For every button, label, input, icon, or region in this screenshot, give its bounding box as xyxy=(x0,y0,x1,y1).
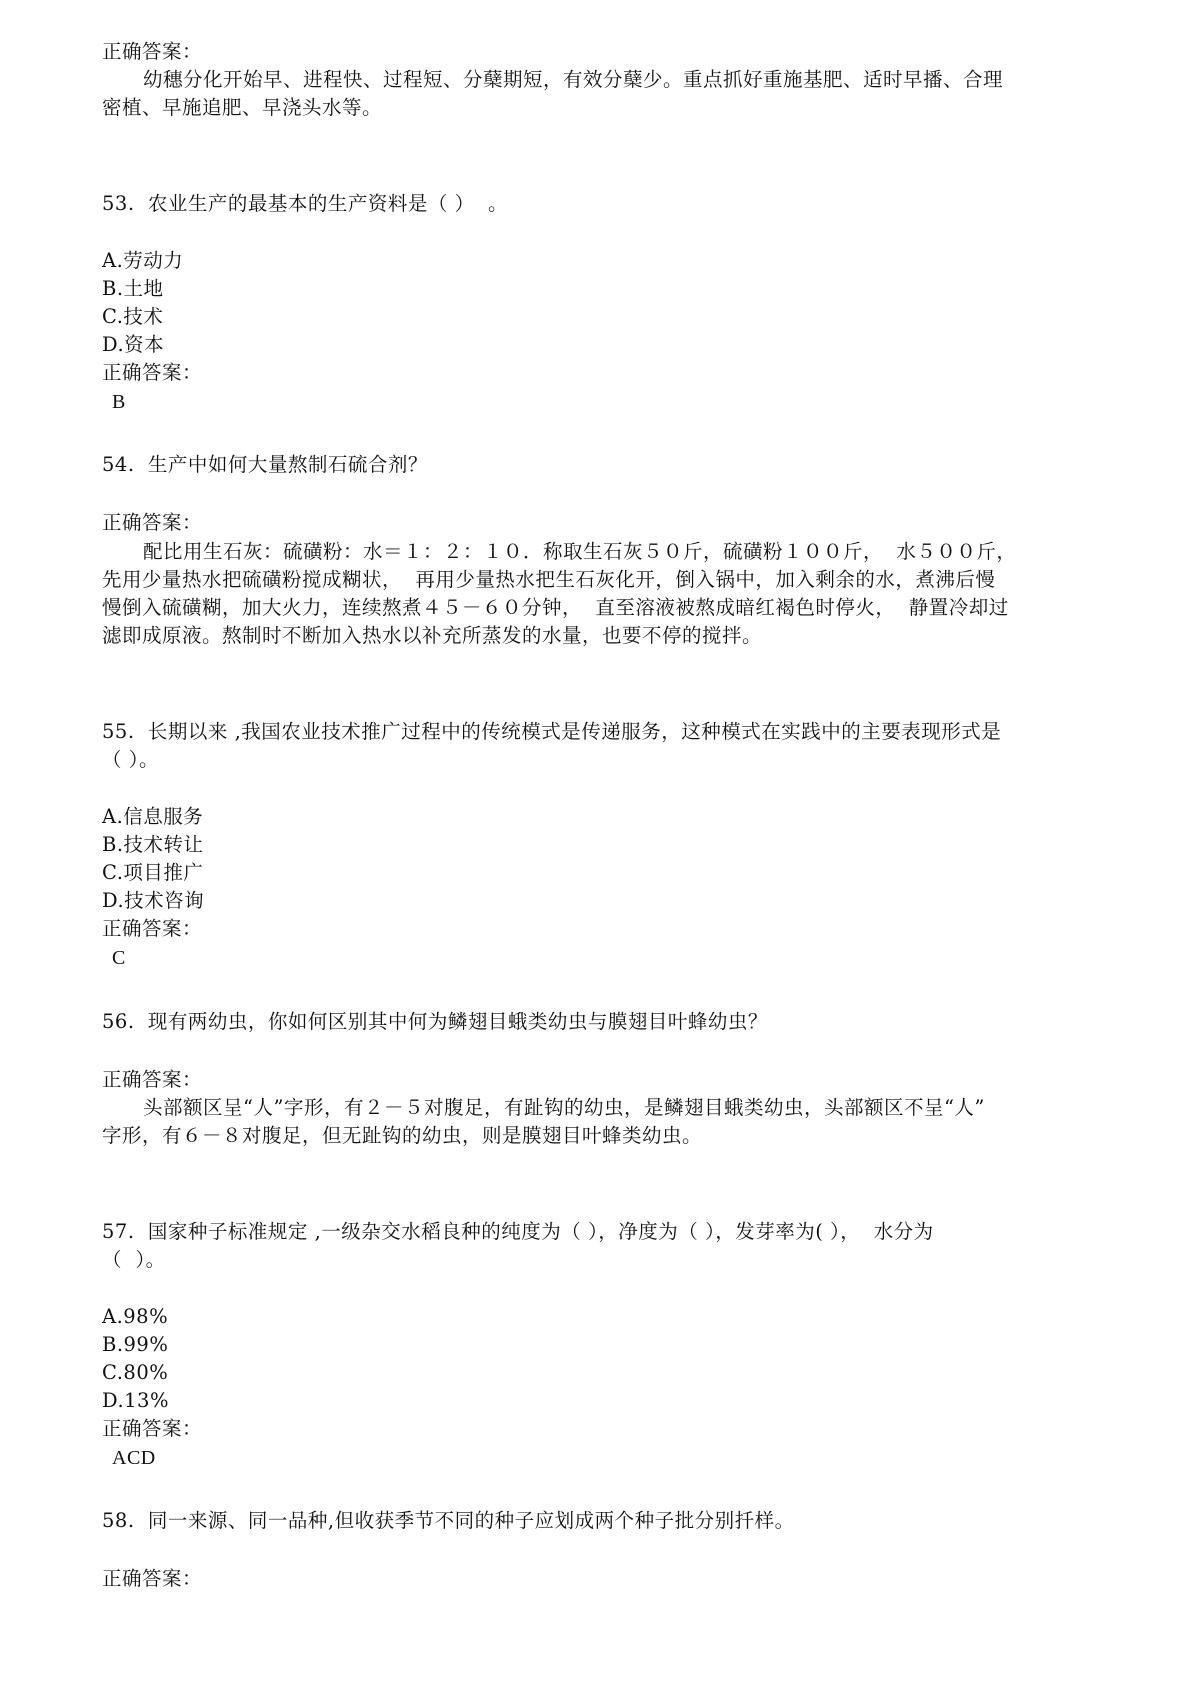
answer-text-line: 密植、早施追肥、早浇头水等。 xyxy=(102,96,383,119)
answer-label: 正确答案： xyxy=(102,1068,203,1091)
answer-text-line: 滤即成原液。熬制时不断加入热水以补充所蒸发的水量，也要不停的搅拌。 xyxy=(102,624,763,647)
answer-label: 正确答案： xyxy=(102,917,203,940)
question-57-cont: （ ）。 xyxy=(102,1248,166,1271)
answer-text-line: 字形，有６－８对腹足，但无趾钩的幼虫，则是膜翅目叶蜂类幼虫。 xyxy=(102,1124,703,1147)
answer-text-line: 配比用生石灰：硫磺粉：水＝１：２：１０．称取生石灰５０斤，硫磺粉１００斤， 水５００斤， xyxy=(143,540,1017,563)
option-b: B.土地 xyxy=(102,277,164,300)
question-58: 58. 同一来源、同一品种,但收获季节不同的种子应划成两个种子批分别扦样。 xyxy=(102,1509,795,1532)
option-d: D.资本 xyxy=(102,333,165,356)
option-c: C.技术 xyxy=(102,305,164,328)
answer-label: 正确答案： xyxy=(102,40,203,63)
answer-text-line: 慢倒入硫磺糊，加大火力，连续熬煮４５－６０分钟， 直至溶液被熬成暗红褐色时停火， 静置冷却过 xyxy=(102,596,1009,619)
question-54: 54. 生产中如何大量熬制石硫合剂？ xyxy=(102,453,428,476)
question-55-cont: （ ）。 xyxy=(102,748,159,771)
question-55: 55. 长期以来 ,我国农业技术推广过程中的传统模式是传递服务，这种模式在实践中的主要表现形式是 xyxy=(102,720,1002,743)
answer-label: 正确答案： xyxy=(102,511,203,534)
answer-value: C xyxy=(112,947,126,969)
answer-text-line: 幼穗分化开始早、进程快、过程短、分蘖期短，有效分蘖少。重点抓好重施基肥、适时早播、合理 xyxy=(143,68,1004,91)
option-c: C.项目推广 xyxy=(102,861,204,884)
answer-text-line: 先用少量热水把硫磺粉搅成糊状， 再用少量热水把生石灰化开，倒入锅中，加入剩余的水，煮沸后慢 xyxy=(102,568,996,591)
answer-text-line: 头部额区呈“人”字形，有２－５对腹足，有趾钩的幼虫，是鳞翅目蛾类幼虫，头部额区不呈“人” xyxy=(143,1096,985,1119)
answer-label: 正确答案： xyxy=(102,361,203,384)
option-b: B.99% xyxy=(102,1333,169,1356)
option-d: D.技术咨询 xyxy=(102,889,205,912)
option-a: A.劳动力 xyxy=(102,249,184,272)
option-a: A.98% xyxy=(102,1305,169,1328)
option-b: B.技术转让 xyxy=(102,833,204,856)
answer-label: 正确答案： xyxy=(102,1567,203,1590)
answer-value: B xyxy=(112,391,126,413)
question-53: 53. 农业生产的最基本的生产资料是（ ） 。 xyxy=(102,192,509,215)
option-d: D.13% xyxy=(102,1389,169,1412)
question-57: 57. 国家种子标准规定 ,一级杂交水稻良种的纯度为（ ），净度为（ ），发芽率为( ）， 水分为 xyxy=(102,1220,934,1243)
answer-value: ACD xyxy=(112,1447,156,1469)
answer-label: 正确答案： xyxy=(102,1417,203,1440)
question-56: 56. 现有两幼虫，你如何区别其中何为鳞翅目蛾类幼虫与膜翅目叶蜂幼虫？ xyxy=(102,1010,768,1033)
option-a: A.信息服务 xyxy=(102,805,204,828)
option-c: C.80% xyxy=(102,1361,169,1384)
